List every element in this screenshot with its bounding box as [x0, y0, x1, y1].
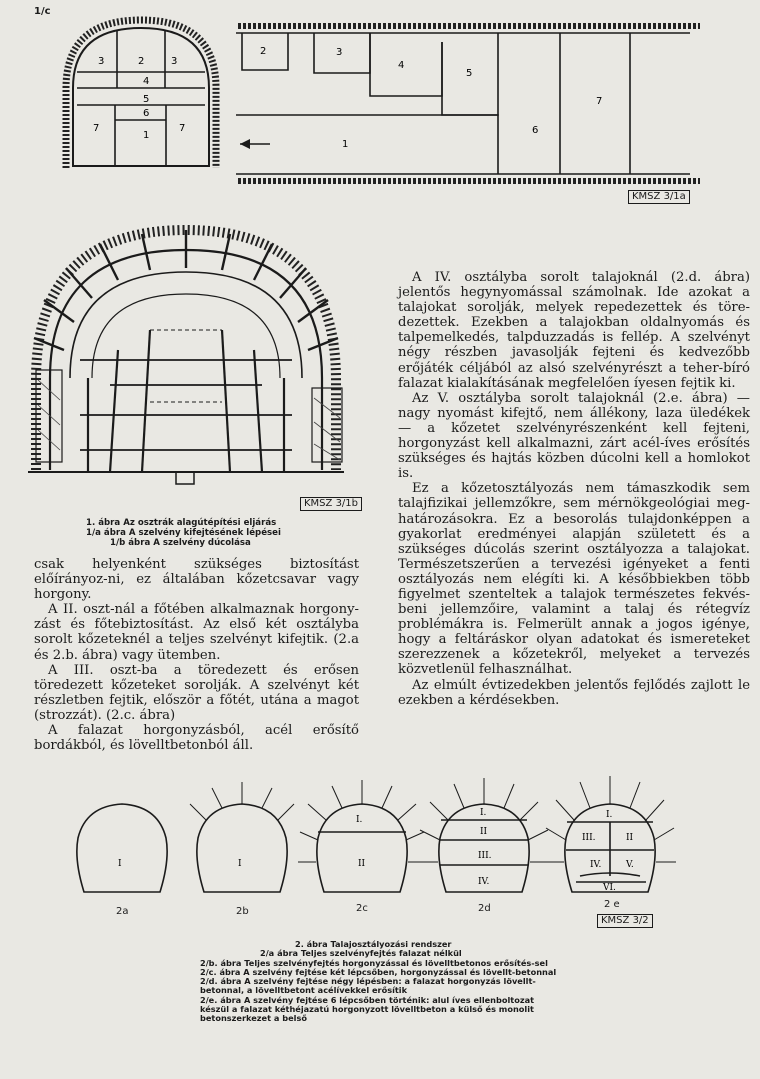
profile-2b-part: I [238, 859, 242, 869]
figure1-caption-line: 1. ábra Az osztrák alagútépítési eljárás [86, 518, 277, 528]
segment-3-right: 3 [171, 56, 178, 67]
figure2-caption [200, 940, 560, 1024]
figure2-caption-line: 2/a ábra Teljes szelvényfejtés falazat nélkül [260, 948, 462, 959]
segment-3-left: 3 [98, 56, 105, 67]
profile-2c-part: II [358, 859, 366, 869]
long-segment-2: 2 [260, 46, 267, 57]
figure-1a-longitudinal [230, 0, 760, 205]
right-text-column [398, 270, 750, 708]
figure2-caption-line: 2/b. ábra Teljes szelvényfejtés horgonyzással és lövelltbetonos erősítés-sel [200, 957, 548, 968]
figure-1c-cross-section [0, 0, 230, 185]
figure1-caption-line: 1/a ábra A szelvény kifejtésének lépései [86, 528, 281, 538]
figure2-caption-line: 2/e. ábra A szelvény fejtése 6 lépcsőben történik: alul íves ellenboltozat készül a falazat kéthéjazatú horgonyzott lövelltbeton a külső és monolit betonszerkezet a belső [200, 994, 535, 1024]
figure-1b-timbering [0, 210, 360, 515]
figure2-caption-line: 2/d. ábra A szelvény fejtése négy lépésben: a falazat horgonyzás lövellt-betonnal, a lövelltbetont acélívekkel erősítik [200, 976, 536, 996]
profile-2d-part: II [480, 827, 488, 837]
profile-2d-label: 2d [478, 903, 491, 914]
segment-2: 2 [138, 56, 145, 67]
long-segment-5: 5 [466, 68, 473, 79]
segment-6: 6 [143, 108, 150, 119]
tag-kmsz-3-2: KMSZ 3/2 [597, 914, 653, 928]
profile-2e-part: III. [582, 833, 596, 843]
tag-kmsz-3-1a: KMSZ 3/1a [628, 190, 690, 204]
panel-label-1c: 1/c [34, 6, 51, 17]
figure1-caption [86, 518, 296, 548]
profile-2e-part: IV. [590, 860, 602, 870]
segment-7-right: 7 [179, 123, 186, 134]
figure2-caption-line: 2/c. ábra A szelvény fejtése két lépcsőben, horgonyzással és lövellt-betonnal [200, 966, 557, 977]
right-paragraph: A IV. osztályba sorolt talajoknál (2.d. ábra) jelentős hegynyomással számolnak. Ide azokat a talajokat sorolják, melyek repedezettek és töre-dezettek. Ezekben a talajokban oldalnyomás és talpemelkedés, talpduzzadás is fellép. A szelvényt négy részben javasolják fejteni és kedvezőbb erőjáték céljából az alsó szelvényrészt a teher-bíró falazat kialakításának megfelelően íyesen fejtik ki. [398, 270, 750, 391]
right-paragraph: Ez a kőzetosztályozás nem támaszkodik sem talajfizikai jellemzőkre, sem mérnökgeológiai meg-határozásokra. Ez a besorolás tulajdonképpen a gyakorlat eredményei alapján született és a szükséges dúcolás szerint osztályozza a talajokat. Természetszerűen a tervezési igényeket a fenti osztályozás nem elégíti ki. A későbbiekben több figyelmet szenteltek a talajok természetes fekvés-beni jellemzőire, valamint a talaj és rétegvíz problémákra is. Felmerült annak a jogos igénye, hogy a feltáráskor olyan adatokat és ismereteket szerezzenek a kőzetekről, melyeket a tervezés közvetlenül felhasználhat. [398, 481, 750, 678]
left-paragraph: A II. oszt-nál a főtében alkalmaznak horgony-zást és főtebiztosítást. Az első két osztályba sorolt kőzeteknél a teljes szelvényt kifejtik. (2.a és 2.b. ábra) vagy ütemben. [34, 602, 359, 663]
figure-2-profiles [0, 770, 760, 910]
long-segment-4: 4 [398, 60, 405, 71]
left-text-column [34, 557, 359, 753]
segment-7-left: 7 [93, 123, 100, 134]
long-segment-7: 7 [596, 96, 603, 107]
right-paragraph: Az elmúlt évtizedekben jelentős fejlődés zajlott le ezekben a kérdésekben. [398, 677, 750, 708]
profile-2e-part: II [626, 833, 634, 843]
long-segment-6: 6 [532, 125, 539, 136]
figure1-caption-line: 1/b ábra A szelvény dúcolása [110, 538, 251, 548]
profile-2d-part: IV. [478, 877, 490, 887]
profile-2c-part: I. [356, 815, 363, 825]
profile-2a-part: I [118, 859, 122, 869]
left-paragraph: csak helyenként szükséges biztosítást előírányoz-ni, ez általában kőzetcsavar vagy horgony. [34, 557, 359, 603]
profile-2e-label: 2 e [604, 899, 620, 910]
right-paragraph: Az V. osztályba sorolt talajoknál (2.e. ábra) — nagy nyomást kifejtő, nem állékony, laza üledékek — a kőzetet szelvényrészenként kell fejteni, horgonyzást kell alkalmazni, zárt acél-íves erősítés szükséges és hajtás közben dúcolni kell a homlokot is. [398, 390, 750, 482]
left-paragraph: A III. oszt-ba a töredezett és erősen töredezett kőzeteket sorolják. A szelvényt két részletben fejtik, először a főtét, utána a magot (strozzát). (2.c. ábra) [34, 662, 359, 723]
segment-5: 5 [143, 94, 150, 105]
long-segment-1: 1 [342, 139, 349, 150]
profile-2e-part: V. [626, 860, 634, 870]
profile-2d-part: I. [480, 808, 487, 818]
profile-2c-label: 2c [356, 903, 368, 914]
profile-2b-label: 2b [236, 906, 249, 917]
long-segment-3: 3 [336, 47, 343, 58]
segment-1: 1 [143, 130, 150, 141]
tag-kmsz-3-1b: KMSZ 3/1b [300, 497, 362, 511]
profile-2e-part: I. [606, 810, 613, 820]
profile-2a-label: 2a [116, 906, 129, 917]
segment-4: 4 [143, 76, 150, 87]
profile-2d-part: III. [478, 851, 492, 861]
profile-2e-part: VI. [603, 883, 616, 893]
left-paragraph: A falazat horgonyzásból, acél erősítő bordákból, és lövelltbetonból áll. [34, 723, 359, 754]
figure2-caption-title: 2. ábra Talajosztályozási rendszer [295, 939, 452, 949]
